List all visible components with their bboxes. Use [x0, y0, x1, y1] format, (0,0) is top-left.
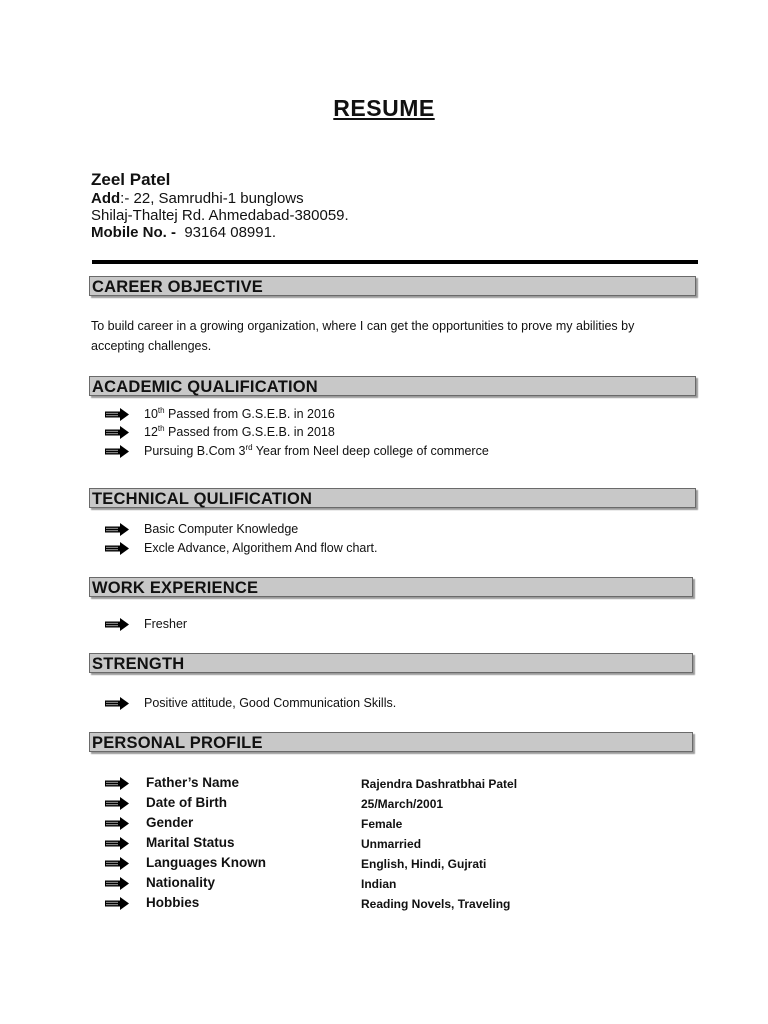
strength-item-text: Positive attitude, Good Communication Skills.	[144, 696, 397, 710]
arrow-right-icon	[105, 837, 129, 850]
personal-field-value: 25/March/2001	[361, 797, 444, 811]
resume-title: RESUME	[333, 95, 435, 121]
address-line-1	[91, 190, 349, 207]
academic-item-text	[144, 423, 335, 441]
academic-item-rest: Passed from G.S.E.B. in 2016	[164, 407, 335, 421]
section-work-experience: WORK EXPERIENCE	[89, 577, 693, 597]
personal-field-value: Female	[361, 817, 403, 831]
academic-item-main: 12	[144, 425, 158, 439]
arrow-right-icon	[105, 897, 129, 910]
personal-field-label: Date of Birth	[146, 795, 227, 810]
personal-field-value: English, Hindi, Gujrati	[361, 857, 487, 871]
section-personal-profile: PERSONAL PROFILE	[89, 732, 693, 752]
candidate-name: Zeel Patel	[91, 170, 171, 189]
address-label: Add	[91, 190, 121, 207]
arrow-right-icon	[105, 408, 129, 421]
academic-item-superscript: th	[157, 423, 165, 433]
technical-item-text: Basic Computer Knowledge	[144, 522, 299, 536]
personal-field-label: Languages Known	[146, 855, 267, 870]
academic-item-rest: Passed from G.S.E.B. in 2018	[164, 425, 335, 439]
arrow-right-icon	[105, 857, 129, 870]
address-separator: :-	[120, 190, 134, 207]
work-item-text: Fresher	[144, 617, 188, 631]
mobile-label: Mobile No. -	[91, 224, 176, 241]
section-strength: STRENGTH	[89, 653, 693, 673]
section-career-objective: CAREER OBJECTIVE	[89, 276, 696, 296]
header-divider	[92, 260, 698, 264]
personal-field-value: Unmarried	[361, 837, 422, 851]
arrow-right-icon	[105, 697, 129, 710]
personal-field-value: Reading Novels, Traveling	[361, 897, 511, 911]
arrow-right-icon	[105, 777, 129, 790]
career-objective-text: To build career in a growing organization, where I can get the opportunities to prove my abilities by accepting challenges.	[91, 319, 635, 353]
mobile-line	[91, 224, 349, 241]
arrow-right-icon	[105, 797, 129, 810]
arrow-right-icon	[105, 877, 129, 890]
mobile-value: 93164 08991.	[184, 224, 277, 241]
academic-item-rest: Year from Neel deep college of commerce	[252, 444, 489, 458]
technical-item-text: Excle Advance, Algorithem And flow chart.	[144, 541, 378, 555]
section-technical-qualification: TECHNICAL QULIFICATION	[89, 488, 696, 508]
personal-field-label: Marital Status	[146, 835, 235, 850]
academic-item-main: 10	[144, 407, 158, 421]
contact-block	[91, 169, 349, 241]
section-academic-qualification: ACADEMIC QUALIFICATION	[89, 376, 696, 396]
address-value: 22, Samrudhi-1 bunglows	[133, 190, 304, 207]
personal-field-label: Hobbies	[146, 895, 200, 910]
academic-item-main: Pursuing B.Com 3	[144, 444, 246, 458]
address-line-2: Shilaj-Thaltej Rd. Ahmedabad-380059.	[91, 207, 349, 224]
personal-field-label: Father’s Name	[146, 775, 240, 790]
personal-field-label: Gender	[146, 815, 194, 830]
arrow-right-icon	[105, 817, 129, 830]
arrow-right-icon	[105, 618, 129, 631]
academic-item-superscript: rd	[245, 442, 253, 452]
arrow-right-icon	[105, 445, 129, 458]
academic-item-text	[144, 442, 489, 460]
arrow-right-icon	[105, 426, 129, 439]
arrow-right-icon	[105, 542, 129, 555]
arrow-right-icon	[105, 523, 129, 536]
personal-field-value: Indian	[361, 877, 397, 891]
personal-field-label: Nationality	[146, 875, 216, 890]
academic-item-superscript: th	[157, 405, 165, 415]
personal-field-value: Rajendra Dashratbhai Patel	[361, 777, 518, 791]
academic-item-text	[144, 405, 335, 423]
